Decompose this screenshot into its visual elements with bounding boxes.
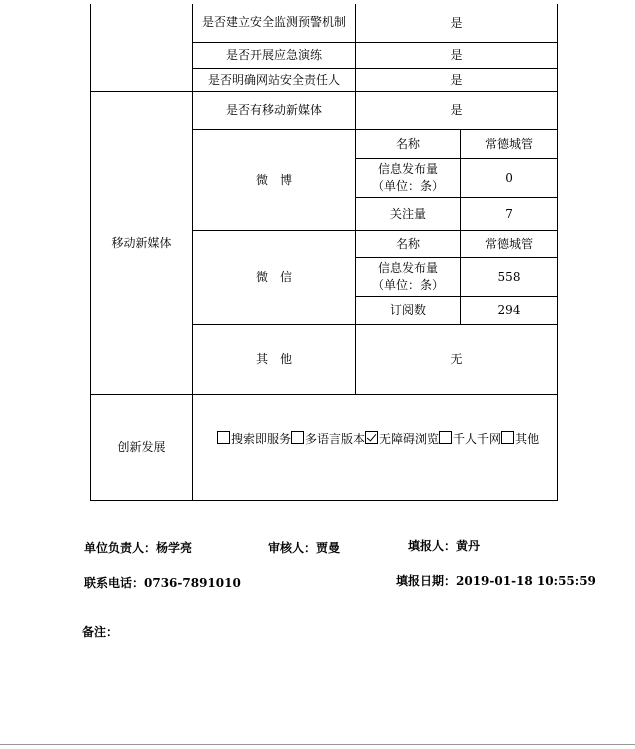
option-personalized[interactable] (439, 432, 501, 446)
option-label: 无障碍浏览 (379, 431, 440, 446)
remark-label: 备注： (82, 625, 119, 639)
option-label: 千人千网 (453, 431, 502, 446)
row-label-responsible: 是否明确网站安全责任人 (193, 68, 356, 91)
fill-date: 填报日期：2019-01-18 10:55:59 (396, 574, 596, 588)
option-accessibility[interactable] (365, 432, 439, 446)
report-table (90, 4, 558, 501)
other-value: 无 (356, 324, 558, 394)
checkbox-personalized[interactable] (439, 431, 452, 444)
row-label-monitoring: 是否建立安全监测预警机制 (193, 4, 356, 42)
row-value-monitoring: 是 (356, 4, 558, 42)
weibo-name-value: 常德城管 (461, 129, 558, 158)
section-innovation: 创新发展 (91, 394, 193, 500)
weixin-publish-text: 信息发布量 （单位：条） (371, 260, 444, 292)
option-multilang[interactable] (291, 432, 365, 446)
weixin-publish-label (356, 257, 461, 296)
checkbox-search-service[interactable] (217, 431, 230, 444)
weibo-name-label: 名称 (356, 129, 461, 158)
contact-phone: 联系电话：0736-7891010 (84, 576, 241, 590)
row-value-responsible: 是 (356, 68, 558, 91)
blank-cell (91, 68, 193, 91)
has-mobile-label: 是否有移动新媒体 (193, 91, 356, 129)
weibo-label: 微 博 (193, 129, 356, 230)
weixin-name-label: 名称 (356, 230, 461, 257)
checkbox-multilang[interactable] (291, 431, 304, 444)
weixin-publish-value: 558 (461, 257, 558, 296)
row-label-drill: 是否开展应急演练 (193, 42, 356, 68)
blank-cell (91, 42, 193, 68)
weixin-sub-label: 订阅数 (356, 296, 461, 324)
section-mobile-media: 移动新媒体 (91, 91, 193, 394)
checkbox-other[interactable] (501, 431, 514, 444)
checkbox-accessibility-checked[interactable] (365, 431, 378, 444)
weixin-sub-value: 294 (461, 296, 558, 324)
has-mobile-value: 是 (356, 91, 558, 129)
weibo-publish-label (356, 158, 461, 197)
filler: 填报人：黄丹 (408, 539, 481, 553)
blank-cell (91, 4, 193, 42)
weibo-follow-value: 7 (461, 197, 558, 230)
option-label: 搜索即服务 (231, 431, 292, 446)
weibo-follow-label: 关注量 (356, 197, 461, 230)
other-label: 其 他 (193, 324, 356, 394)
weibo-publish-value: 0 (461, 158, 558, 197)
responsible-person: 单位负责人：杨学亮 (84, 541, 193, 555)
page-bottom-divider (0, 744, 635, 745)
weibo-publish-text: 信息发布量 （单位：条） (371, 161, 444, 193)
option-label: 多语言版本 (305, 431, 366, 446)
row-value-drill: 是 (356, 42, 558, 68)
innovation-options (193, 394, 558, 500)
option-search-service[interactable] (217, 432, 291, 446)
option-other[interactable] (501, 432, 539, 446)
weixin-label: 微 信 (193, 230, 356, 324)
option-label: 其他 (515, 431, 540, 446)
weixin-name-value: 常德城管 (461, 230, 558, 257)
reviewer: 审核人：贾曼 (268, 541, 341, 555)
